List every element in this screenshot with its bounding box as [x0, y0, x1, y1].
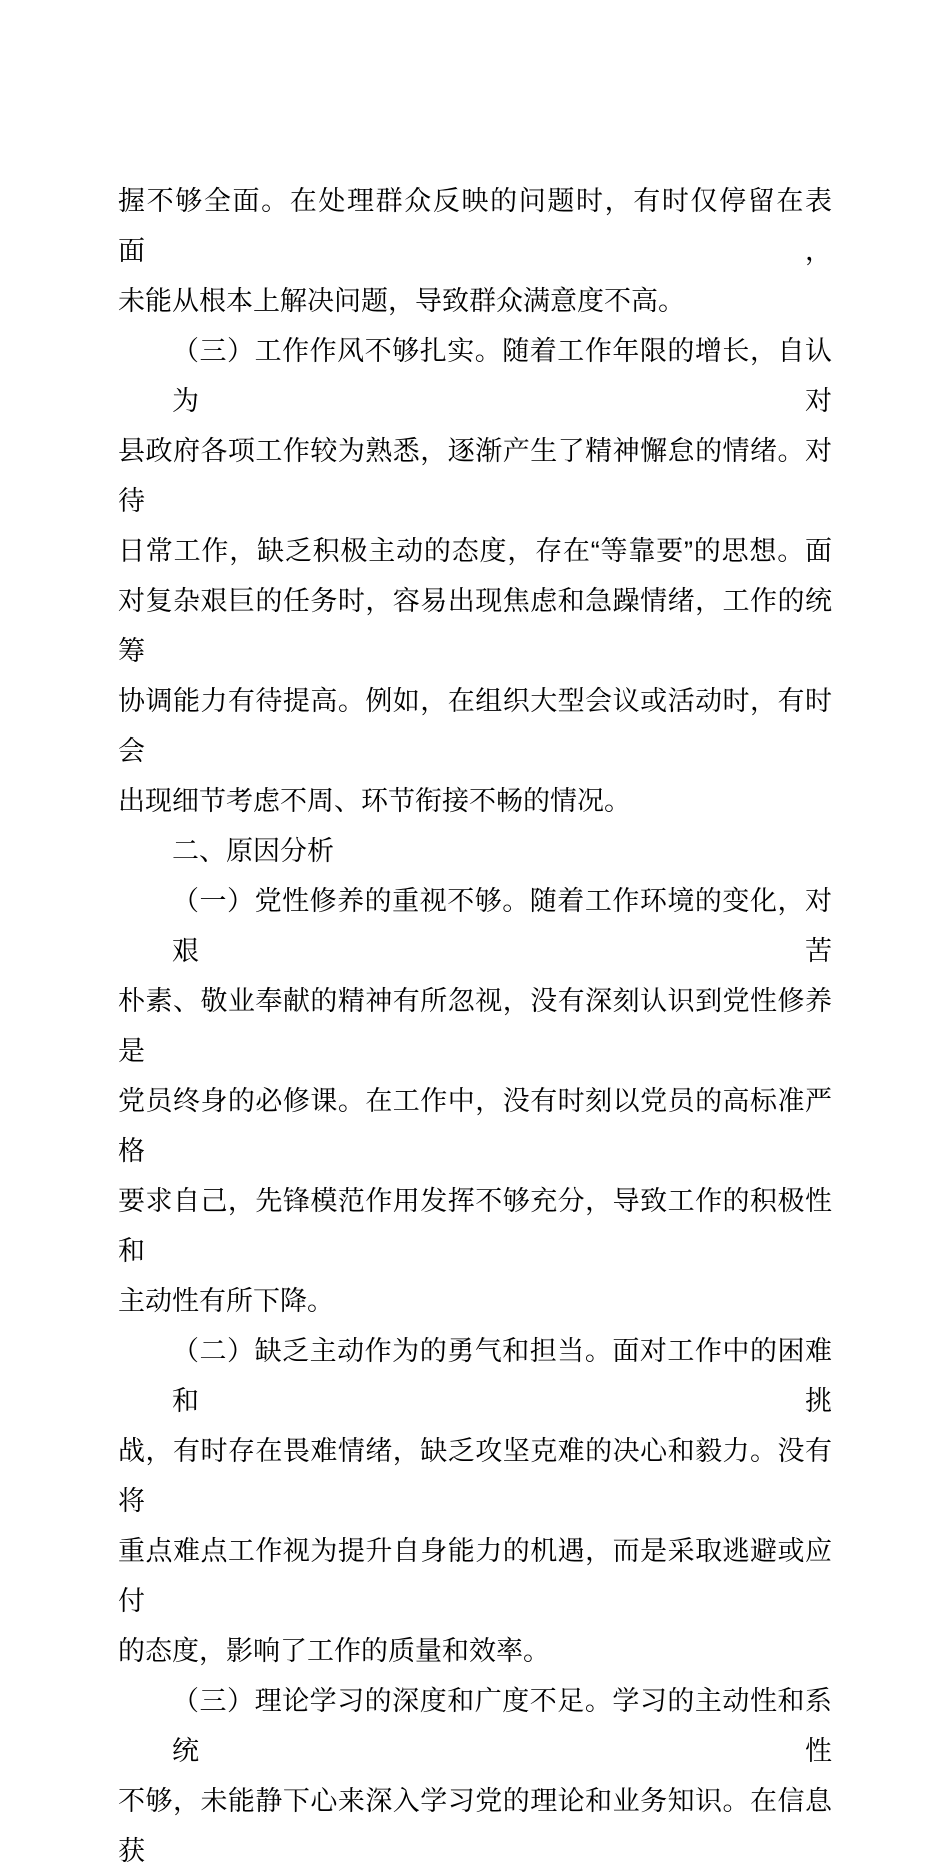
- document-line: 对复杂艰巨的任务时，容易出现焦虑和急躁情绪，工作的统筹: [118, 586, 832, 666]
- document-line: 党员终身的必修课。在工作中，没有时刻以党员的高标准严格: [118, 1086, 832, 1166]
- para-theory-study: [118, 1676, 832, 1876]
- document-line: 未能从根本上解决问题，导致群众满意度不高。: [118, 286, 685, 316]
- para-party-cultivation: [118, 876, 832, 1326]
- document-line: 握不够全面。在处理群众反映的问题时，有时仅停留在表面，: [118, 186, 832, 266]
- document-line: 朴素、敬业奉献的精神有所忽视，没有深刻认识到党性修养是: [118, 986, 832, 1066]
- document-line: 的态度，影响了工作的质量和效率。: [118, 1636, 550, 1666]
- document-line: （二）缺乏主动作为的勇气和担当。面对工作中的困难和挑: [172, 1336, 832, 1416]
- document-body: [118, 176, 832, 1876]
- document-line: 县政府各项工作较为熟悉，逐渐产生了精神懈怠的情绪。对待: [118, 436, 832, 516]
- document-line: 不够，未能静下心来深入学习党的理论和业务知识。在信息获: [118, 1786, 832, 1866]
- document-line: （三）工作作风不够扎实。随着工作年限的增长，自认为对: [172, 336, 832, 416]
- para-work-style: [118, 326, 832, 826]
- document-line: 出现细节考虑不周、环节衔接不畅的情况。: [118, 786, 631, 816]
- document-line: 要求自己，先锋模范作用发挥不够充分，导致工作的积极性和: [118, 1186, 832, 1266]
- document-line: 日常工作，缺乏积极主动的态度，存在“等靠要”的思想。面: [118, 536, 832, 566]
- para-lack-of-courage: [118, 1326, 832, 1676]
- document-line: （三）理论学习的深度和广度不足。学习的主动性和系统性: [172, 1686, 832, 1766]
- document-line: 主动性有所下降。: [118, 1286, 334, 1316]
- document-line: 战，有时存在畏难情绪，缺乏攻坚克难的决心和毅力。没有将: [118, 1436, 832, 1516]
- document-line: （一）党性修养的重视不够。随着工作环境的变化，对艰苦: [172, 886, 832, 966]
- heading-cause-analysis: [118, 826, 832, 876]
- document-line: 协调能力有待提高。例如，在组织大型会议或活动时，有时会: [118, 686, 832, 766]
- para-continuation: [118, 176, 832, 326]
- document-heading-line: 二、原因分析: [172, 836, 334, 866]
- document-line: 重点难点工作视为提升自身能力的机遇，而是采取逃避或应付: [118, 1536, 832, 1616]
